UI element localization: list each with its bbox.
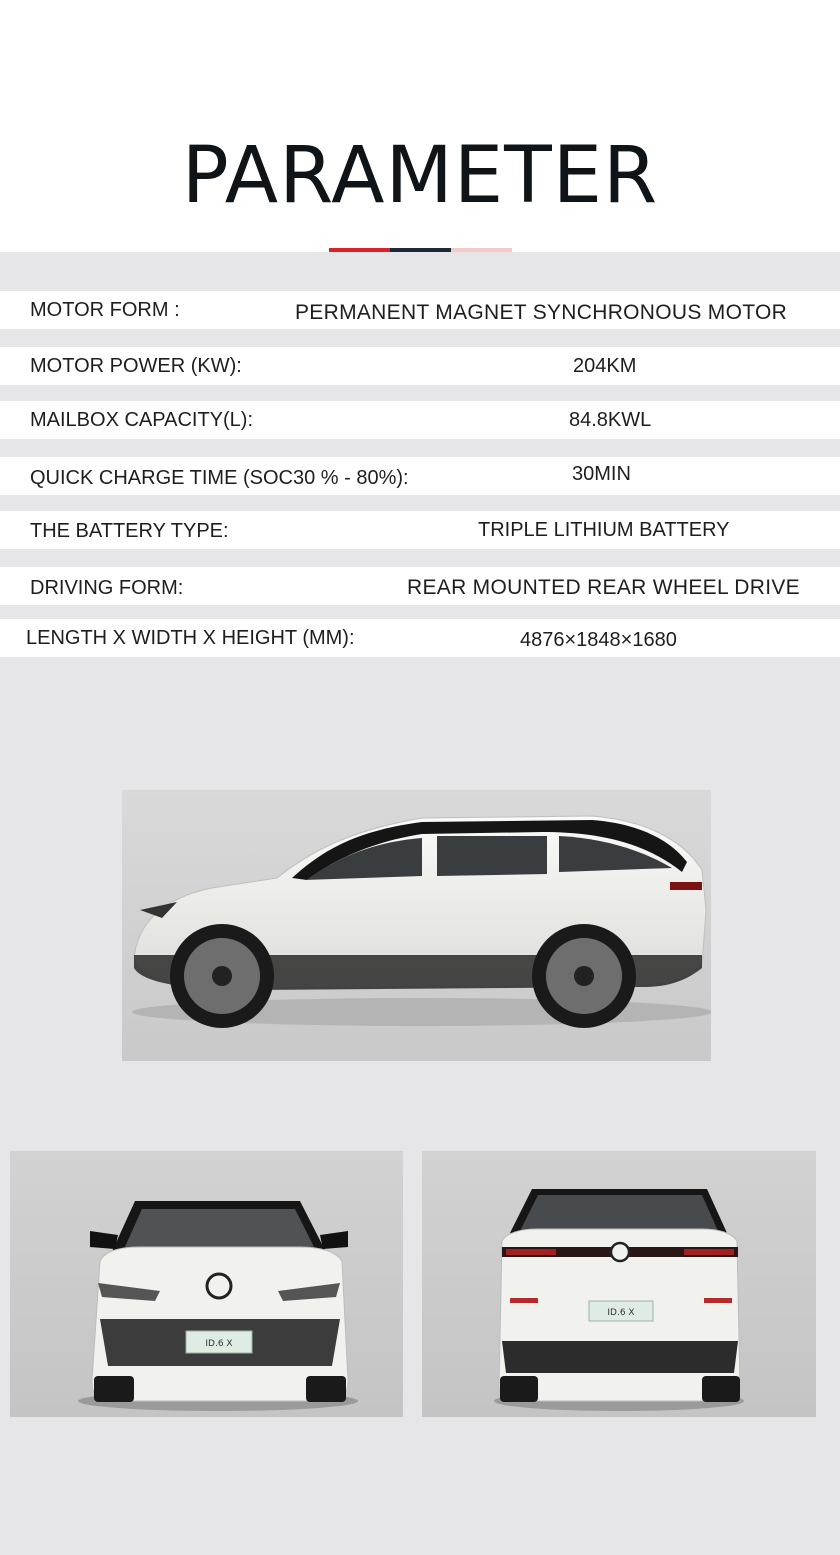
header-section (0, 0, 840, 252)
title-underline (329, 248, 512, 252)
spec-value: PERMANENT MAGNET SYNCHRONOUS MOTOR (295, 301, 788, 324)
spec-value: REAR MOUNTED REAR WHEEL DRIVE (407, 576, 800, 599)
spec-row-motor-power (0, 347, 840, 385)
spec-value: 30MIN (572, 463, 631, 485)
spec-label: DRIVING FORM: (30, 577, 184, 599)
spec-value: TRIPLE LITHIUM BATTERY (478, 519, 730, 541)
spec-label: MOTOR FORM : (30, 299, 180, 321)
spec-label: QUICK CHARGE TIME (SOC30 % - 80%): (30, 467, 409, 489)
front-plate-text: ID.6 X (205, 1339, 233, 1349)
spec-label: LENGTH X WIDTH X HEIGHT (MM): (26, 627, 355, 649)
car-rear-view-image (422, 1151, 816, 1417)
spec-value: 204KM (573, 355, 637, 377)
spec-row-quick-charge (0, 457, 840, 495)
spec-label: MOTOR POWER (KW): (30, 355, 242, 377)
spec-row-motor-form (0, 291, 840, 329)
spec-value: 84.8KWL (569, 409, 652, 431)
car-front-view-image (10, 1151, 403, 1417)
underline-red (329, 248, 390, 252)
spec-label: THE BATTERY TYPE: (30, 520, 229, 542)
rear-plate-text: ID.6 X (607, 1308, 635, 1318)
spec-row-capacity (0, 401, 840, 439)
page-title: PARAMETER (181, 131, 659, 221)
underline-navy (390, 248, 451, 252)
car-side-view-image (122, 790, 711, 1061)
spec-label: MAILBOX CAPACITY(L): (30, 409, 254, 431)
spec-row-dimensions (0, 619, 840, 657)
spec-row-battery-type (0, 511, 840, 549)
spec-value: 4876×1848×1680 (520, 629, 677, 651)
underline-pink (451, 248, 512, 252)
spec-row-driving-form (0, 567, 840, 605)
